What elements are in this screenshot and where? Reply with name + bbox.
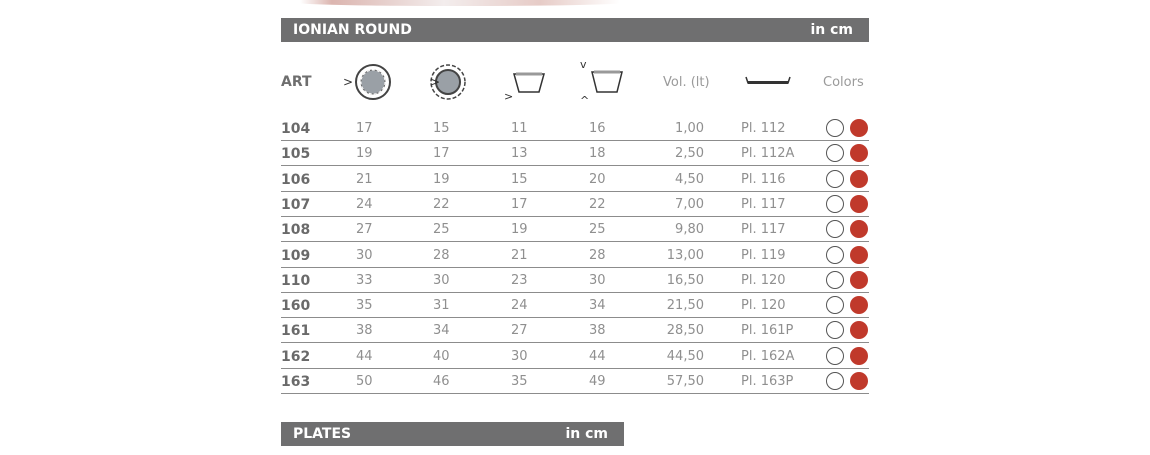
base-width-cell: 19	[511, 222, 528, 238]
outer-diameter-cell: 30	[356, 247, 373, 263]
red-color-swatch	[850, 347, 868, 365]
volume-cell: 4,50	[675, 171, 704, 187]
art-cell: 108	[281, 222, 311, 239]
plate-cell: Pl. 120	[741, 272, 786, 288]
plate-cell: Pl. 120	[741, 298, 786, 314]
red-color-swatch	[850, 119, 868, 137]
volume-cell: 9,80	[675, 222, 704, 238]
inner-diameter-cell: 30	[433, 272, 450, 288]
red-color-swatch	[850, 372, 868, 390]
svg-text:v: v	[580, 58, 587, 71]
inner-diameter-cell: 46	[433, 374, 450, 389]
inner-diameter-icon	[424, 54, 476, 110]
inner-diameter-cell: 31	[433, 298, 450, 314]
art-cell: 163	[281, 374, 311, 390]
art-cell: 160	[281, 298, 311, 315]
red-color-swatch	[850, 195, 868, 213]
unit-label: in cm	[565, 426, 608, 442]
volume-cell: 13,00	[666, 247, 704, 263]
height-cell: 18	[589, 146, 606, 162]
plate-cell: Pl. 116	[741, 171, 786, 187]
red-color-swatch	[850, 220, 868, 238]
height-cell: 16	[589, 121, 606, 136]
volume-cell: 2,50	[675, 146, 704, 162]
ionian-round-header	[281, 18, 869, 42]
white-color-swatch	[826, 372, 844, 390]
white-color-swatch	[826, 170, 844, 188]
white-color-swatch	[826, 296, 844, 314]
white-color-swatch	[826, 246, 844, 264]
table-row	[281, 318, 869, 343]
plate-cell: Pl. 112	[741, 121, 786, 136]
red-color-swatch	[850, 246, 868, 264]
red-color-swatch	[850, 170, 868, 188]
red-color-swatch	[850, 271, 868, 289]
art-cell: 109	[281, 247, 311, 264]
white-color-swatch	[826, 195, 844, 213]
art-cell: 107	[281, 196, 311, 213]
outer-diameter-icon	[343, 54, 395, 110]
outer-diameter-cell: 33	[356, 272, 373, 288]
inner-diameter-cell: 17	[433, 146, 450, 162]
outer-diameter-cell: 35	[356, 298, 373, 314]
volume-cell: 44,50	[666, 348, 704, 364]
base-width-cell: 11	[511, 121, 528, 136]
outer-diameter-cell: 50	[356, 374, 373, 389]
base-width-cell: 24	[511, 298, 528, 314]
inner-diameter-cell: 40	[433, 348, 450, 364]
plates-header	[281, 422, 624, 446]
base-width-cell: 30	[511, 348, 528, 364]
white-color-swatch	[826, 271, 844, 289]
outer-diameter-cell: 17	[356, 121, 373, 136]
table-row	[281, 344, 869, 369]
top-product-image-edge	[300, 0, 620, 6]
volume-cell: 7,00	[675, 196, 704, 212]
base-width-cell: 21	[511, 247, 528, 263]
art-cell: 110	[281, 272, 311, 289]
outer-diameter-cell: 24	[356, 196, 373, 212]
svg-text:>: >	[504, 90, 514, 102]
table-row	[281, 141, 869, 166]
volume-cell: 16,50	[666, 272, 704, 288]
table-row	[281, 268, 869, 293]
plate-icon	[744, 54, 792, 110]
inner-diameter-cell: 19	[433, 171, 450, 187]
base-width-cell: 13	[511, 146, 528, 162]
table-row	[281, 293, 869, 318]
height-cell: 28	[589, 247, 606, 263]
plate-cell: Pl. 117	[741, 222, 786, 238]
art-cell: 162	[281, 348, 311, 365]
height-cell: 22	[589, 196, 606, 212]
height-icon	[580, 54, 626, 110]
svg-text:^: ^	[580, 94, 590, 106]
volume-cell: 57,50	[666, 374, 704, 389]
plate-cell: Pl. 112A	[741, 146, 795, 162]
outer-diameter-cell: 19	[356, 146, 373, 162]
volume-cell: 1,00	[675, 121, 704, 136]
outer-diameter-cell: 44	[356, 348, 373, 364]
height-cell: 30	[589, 272, 606, 288]
table-row	[281, 116, 869, 141]
white-color-swatch	[826, 144, 844, 162]
plate-cell: Pl. 161P	[741, 323, 794, 339]
height-cell: 20	[589, 171, 606, 187]
white-color-swatch	[826, 119, 844, 137]
section-title: PLATES	[293, 426, 352, 442]
col-header-colors: Colors	[823, 74, 864, 90]
plate-cell: Pl. 117	[741, 196, 786, 212]
art-cell: 161	[281, 323, 311, 340]
volume-cell: 21,50	[666, 298, 704, 314]
art-cell: 105	[281, 146, 311, 163]
svg-text:>: >	[430, 75, 441, 89]
height-cell: 38	[589, 323, 606, 339]
plate-cell: Pl. 162A	[741, 348, 795, 364]
table-row	[281, 369, 869, 394]
red-color-swatch	[850, 144, 868, 162]
art-cell: 106	[281, 171, 311, 188]
outer-diameter-cell: 21	[356, 171, 373, 187]
height-cell: 25	[589, 222, 606, 238]
height-cell: 49	[589, 374, 606, 389]
inner-diameter-cell: 34	[433, 323, 450, 339]
table-row	[281, 243, 869, 268]
red-color-swatch	[850, 296, 868, 314]
inner-diameter-cell: 25	[433, 222, 450, 238]
unit-label: in cm	[810, 22, 853, 38]
height-cell: 34	[589, 298, 606, 314]
base-width-icon	[504, 54, 550, 110]
table-row	[281, 217, 869, 242]
volume-cell: 28,50	[666, 323, 704, 339]
base-width-cell: 17	[511, 196, 528, 212]
art-cell: 104	[281, 121, 311, 137]
base-width-cell: 15	[511, 171, 528, 187]
table-row	[281, 192, 869, 217]
red-color-swatch	[850, 321, 868, 339]
table-row	[281, 167, 869, 192]
base-width-cell: 35	[511, 374, 528, 389]
inner-diameter-cell: 22	[433, 196, 450, 212]
white-color-swatch	[826, 321, 844, 339]
inner-diameter-cell: 28	[433, 247, 450, 263]
outer-diameter-cell: 27	[356, 222, 373, 238]
white-color-swatch	[826, 347, 844, 365]
outer-diameter-cell: 38	[356, 323, 373, 339]
svg-text:>: >	[343, 75, 354, 89]
plate-cell: Pl. 163P	[741, 374, 794, 389]
base-width-cell: 27	[511, 323, 528, 339]
col-header-volume: Vol. (lt)	[663, 74, 710, 90]
height-cell: 44	[589, 348, 606, 364]
white-color-swatch	[826, 220, 844, 238]
section-title: IONIAN ROUND	[293, 22, 412, 38]
col-header-art: ART	[281, 74, 312, 90]
base-width-cell: 23	[511, 272, 528, 288]
plate-cell: Pl. 119	[741, 247, 786, 263]
inner-diameter-cell: 15	[433, 121, 450, 136]
